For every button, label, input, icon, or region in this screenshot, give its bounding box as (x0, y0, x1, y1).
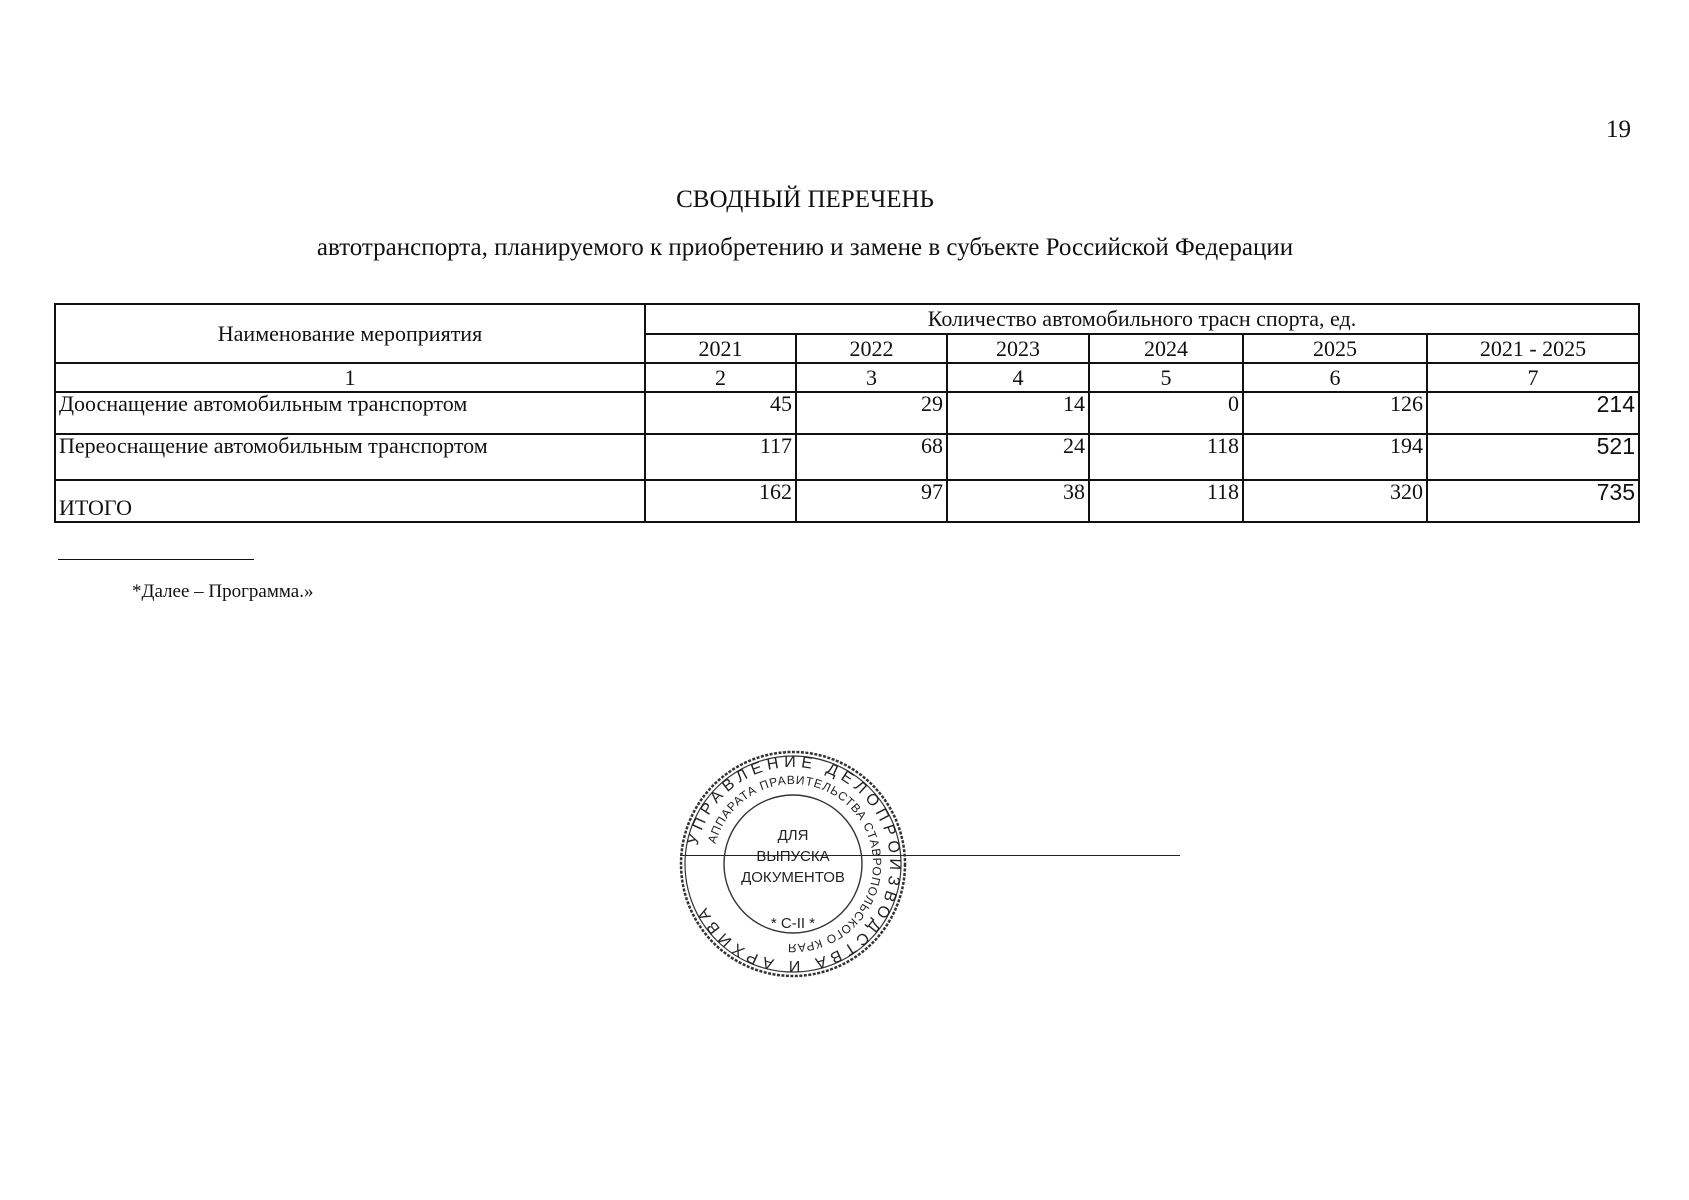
header-quantity: Количество автомобильного трасн спорта, ед. (645, 304, 1639, 334)
cell-value: 68 (796, 434, 947, 480)
header-year: 2025 (1243, 334, 1427, 363)
document-title: СВОДНЫЙ ПЕРЕЧЕНЬ (676, 186, 934, 213)
column-index: 7 (1427, 363, 1639, 392)
cell-value: 126 (1243, 392, 1427, 434)
row-label: Дооснащение автомобильным транспортом (55, 392, 645, 434)
cell-value: 38 (947, 480, 1089, 522)
stamp-inner-text: АППАРАТА ПРАВИТЕЛЬСТВА СТАВРОПОЛЬСКОГО КРАЯ (704, 772, 885, 956)
stamp-outer-text: УПРАВЛЕНИЕ ДЕЛОПРОИЗВОДСТВА И АРХИВА (684, 753, 904, 975)
footnote: *Далее – Программа.» (132, 581, 314, 602)
header-year: 2023 (947, 334, 1089, 363)
header-year: 2021 (645, 334, 796, 363)
official-stamp-seal (677, 748, 909, 980)
table-row (55, 480, 1639, 522)
document-subtitle: автотранспорта, планируемого к приобретению и замене в субъекте Российской Федерации (316, 234, 1294, 261)
cell-value: 97 (796, 480, 947, 522)
column-index: 6 (1243, 363, 1427, 392)
cell-value: 14 (947, 392, 1089, 434)
table-row (55, 434, 1639, 480)
column-index: 1 (55, 363, 645, 392)
summary-table (54, 303, 1640, 523)
cell-value: 45 (645, 392, 796, 434)
stamp-center-line: ДОКУМЕНТОВ (741, 869, 845, 886)
table-header-row (55, 304, 1639, 334)
stamp-center-line: ВЫПУСКА (756, 848, 830, 865)
header-name: Наименование мероприятия (55, 304, 645, 363)
header-year: 2022 (796, 334, 947, 363)
table-index-row (55, 363, 1639, 392)
cell-value: 118 (1089, 480, 1243, 522)
row-label: Переоснащение автомобильным транспортом (55, 434, 645, 480)
cell-total: 521 (1427, 434, 1639, 480)
table-row (55, 392, 1639, 434)
cell-total: 735 (1427, 480, 1639, 522)
cell-value: 162 (645, 480, 796, 522)
cell-value: 118 (1089, 434, 1243, 480)
cell-value: 0 (1089, 392, 1243, 434)
page-number: 19 (1606, 116, 1631, 143)
column-index: 3 (796, 363, 947, 392)
column-index: 5 (1089, 363, 1243, 392)
cell-value: 320 (1243, 480, 1427, 522)
cell-value: 194 (1243, 434, 1427, 480)
row-label: ИТОГО (55, 480, 645, 522)
stamp-code: * С-II * (770, 915, 816, 932)
header-year-range: 2021 - 2025 (1427, 334, 1639, 363)
cell-total: 214 (1427, 392, 1639, 434)
header-year: 2024 (1089, 334, 1243, 363)
footnote-divider (58, 559, 254, 560)
cell-value: 24 (947, 434, 1089, 480)
column-index: 2 (645, 363, 796, 392)
stamp-center-line: ДЛЯ (777, 827, 809, 844)
cell-value: 117 (645, 434, 796, 480)
cell-value: 29 (796, 392, 947, 434)
column-index: 4 (947, 363, 1089, 392)
